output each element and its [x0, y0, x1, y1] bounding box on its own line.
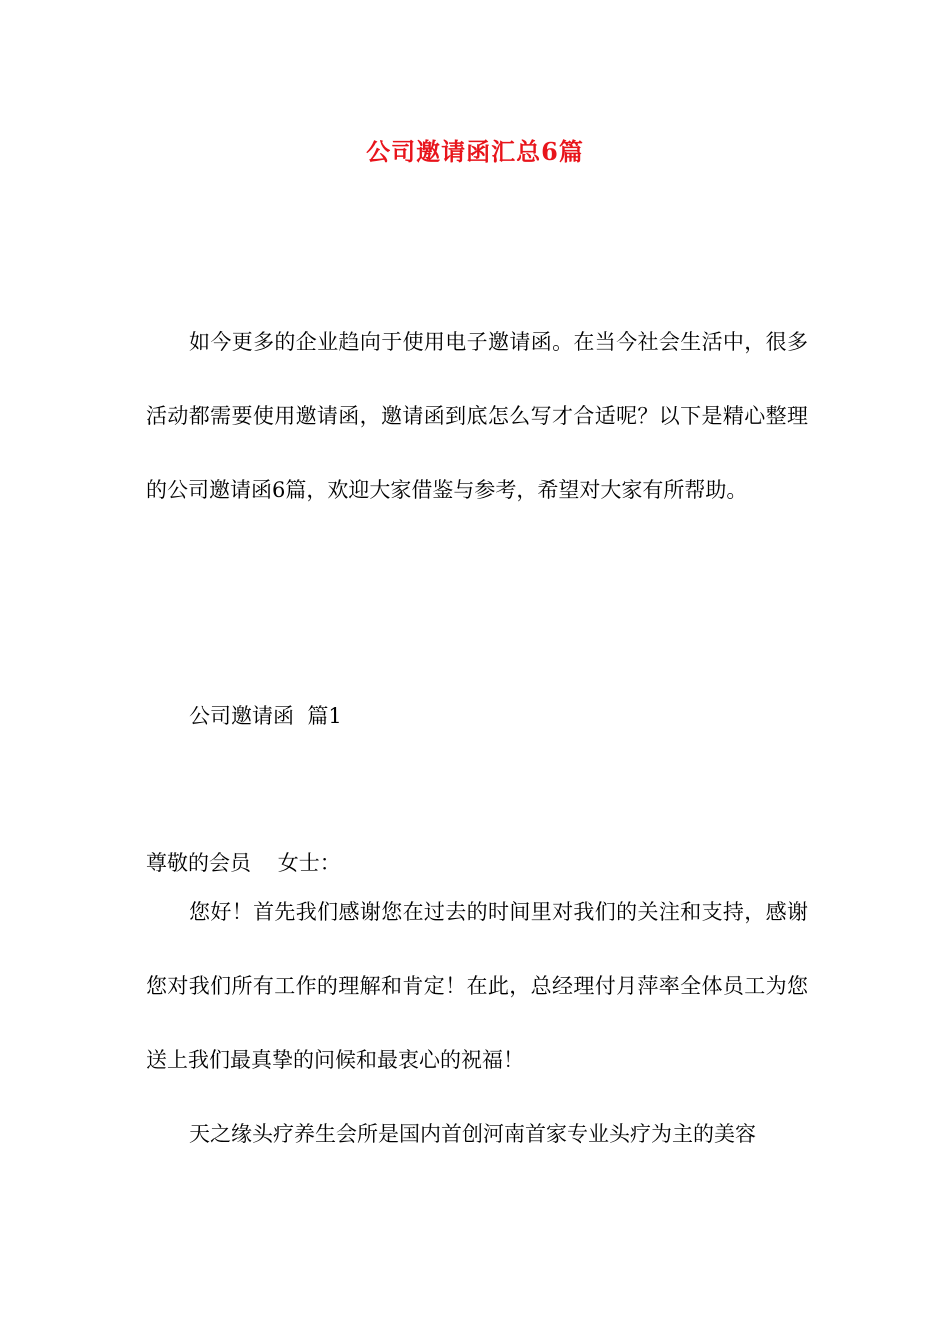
- salutation: 尊敬的会员 女士：: [146, 851, 341, 875]
- letter-body: [146, 875, 808, 1171]
- section-heading: 公司邀请函 篇1: [189, 704, 342, 728]
- document-title: 公司邀请函汇总6篇: [366, 137, 584, 166]
- body-paragraph: 天之缘头疗养生会所是国内首创河南首家专业头疗为主的美容: [189, 1122, 756, 1146]
- body-paragraph: 您好！首先我们感谢您在过去的时间里对我们的关注和支持，感谢您对我们所有工作的理解和肯定！在此，总经理付月萍率全体员工为您送上我们最真挚的问候和最衷心的祝福！: [146, 900, 808, 1072]
- intro-paragraph: 如今更多的企业趋向于使用电子邀请函。在当今社会生活中，很多活动都需要使用邀请函，邀请函到底怎么写才合适呢？以下是精心整理的公司邀请函6篇，欢迎大家借鉴与参考，希望对大家有所帮助。: [146, 330, 808, 502]
